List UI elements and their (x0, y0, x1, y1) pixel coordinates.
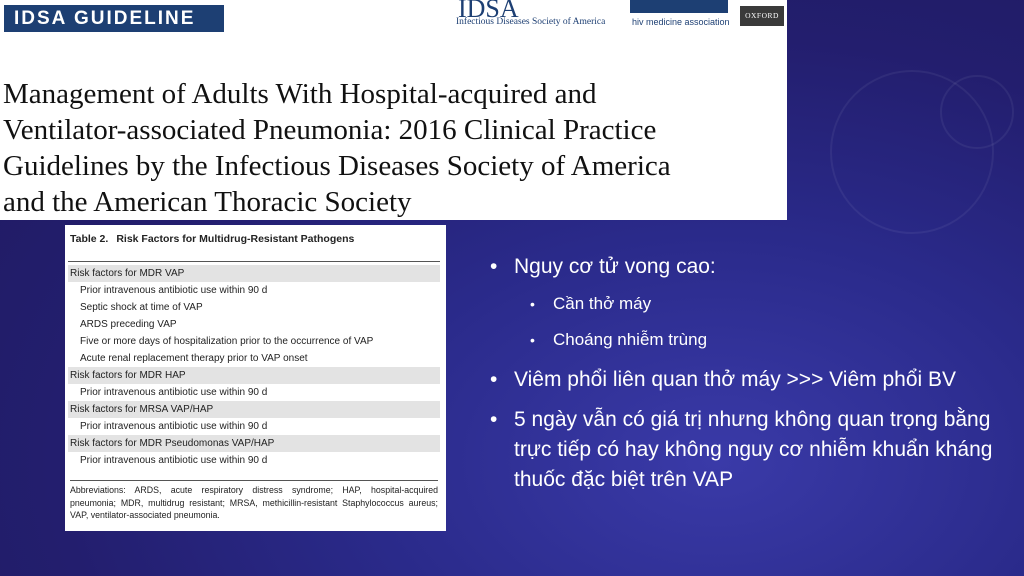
idsa-logo-mark: IDSA (458, 0, 519, 23)
title-line: Ventilator-associated Pneumonia: 2016 Clinical Practice (3, 114, 657, 146)
oxford-logo: OXFORD (740, 6, 784, 26)
hivma-logo (630, 0, 730, 30)
table-row: Septic shock at time of VAP (80, 302, 203, 313)
table-title (70, 233, 354, 245)
table-row: Acute renal replacement therapy prior to VAP onset (80, 353, 308, 364)
table-number: Table 2. (70, 233, 109, 245)
table-row: Prior intravenous antibiotic use within 90 d (80, 285, 268, 296)
sub-bullet-item (530, 292, 652, 316)
table-title-text: Risk Factors for Multidrug-Resistant Pathogens (116, 233, 355, 245)
table-section-header: Risk factors for MDR VAP (68, 265, 440, 282)
bullet-dot-icon: • (490, 255, 498, 278)
title-line: Management of Adults With Hospital-acquired and (3, 78, 597, 110)
idsa-guideline-banner: IDSA GUIDELINE (4, 5, 224, 32)
bullet-text: 5 ngày vẫn có giá trị nhưng không quan trọng bằng trực tiếp có hay không nguy cơ nhiễm khuẩn kháng thuốc đặc biệt trên VAP (514, 408, 993, 491)
table-section-header: Risk factors for MRSA VAP/HAP (68, 401, 440, 418)
table-abbreviations: Abbreviations: ARDS, acute respiratory distress syndrome; HAP, hospital-acquired pneumonia; MDR, multidrug resistant; MRSA, methicillin-resistant Staphylococcus aureus; VAP, ventilator-associated pneumonia. (70, 480, 438, 522)
table-row: Prior intravenous antibiotic use within 90 d (80, 387, 268, 398)
bullet-item (490, 365, 1004, 395)
bullet-item (490, 405, 1004, 495)
table-section-header: Risk factors for MDR Pseudomonas VAP/HAP (68, 435, 440, 452)
table-row: Five or more days of hospitalization prior to the occurrence of VAP (80, 336, 374, 347)
guideline-title (3, 76, 783, 220)
bullet-dot-icon: • (490, 408, 498, 431)
sub-bullet-text: Cần thở máy (553, 294, 652, 313)
hivma-logo-subtitle: hiv medicine association (632, 17, 730, 27)
risk-factors-table-image (65, 225, 446, 531)
bullet-dot-icon: • (530, 296, 535, 312)
sub-bullet-item (530, 328, 708, 352)
table-row: Prior intravenous antibiotic use within 90 d (80, 455, 268, 466)
table-section-header: Risk factors for MDR HAP (68, 367, 440, 384)
table-row: ARDS preceding VAP (80, 319, 177, 330)
title-line: and the American Thoracic Society (3, 186, 412, 218)
idsa-logo-subtitle: Infectious Diseases Society of America (456, 17, 606, 27)
guideline-header-image (0, 0, 787, 220)
sub-bullet-text: Choáng nhiễm trùng (553, 330, 708, 349)
table-top-rule (68, 261, 440, 262)
bullet-dot-icon: • (530, 332, 535, 348)
title-line: Guidelines by the Infectious Diseases Society of America (3, 150, 671, 182)
bullet-item (490, 252, 1004, 282)
bullet-text: Viêm phổi liên quan thở máy >>> Viêm phổi BV (514, 368, 957, 391)
idsa-logo (456, 0, 626, 30)
bullet-dot-icon: • (490, 368, 498, 391)
background-ring-small (940, 75, 1014, 149)
table-row: Prior intravenous antibiotic use within 90 d (80, 421, 268, 432)
hivma-logo-bar (630, 0, 728, 13)
bullet-text: Nguy cơ tử vong cao: (514, 255, 716, 278)
table-rows (68, 265, 440, 469)
